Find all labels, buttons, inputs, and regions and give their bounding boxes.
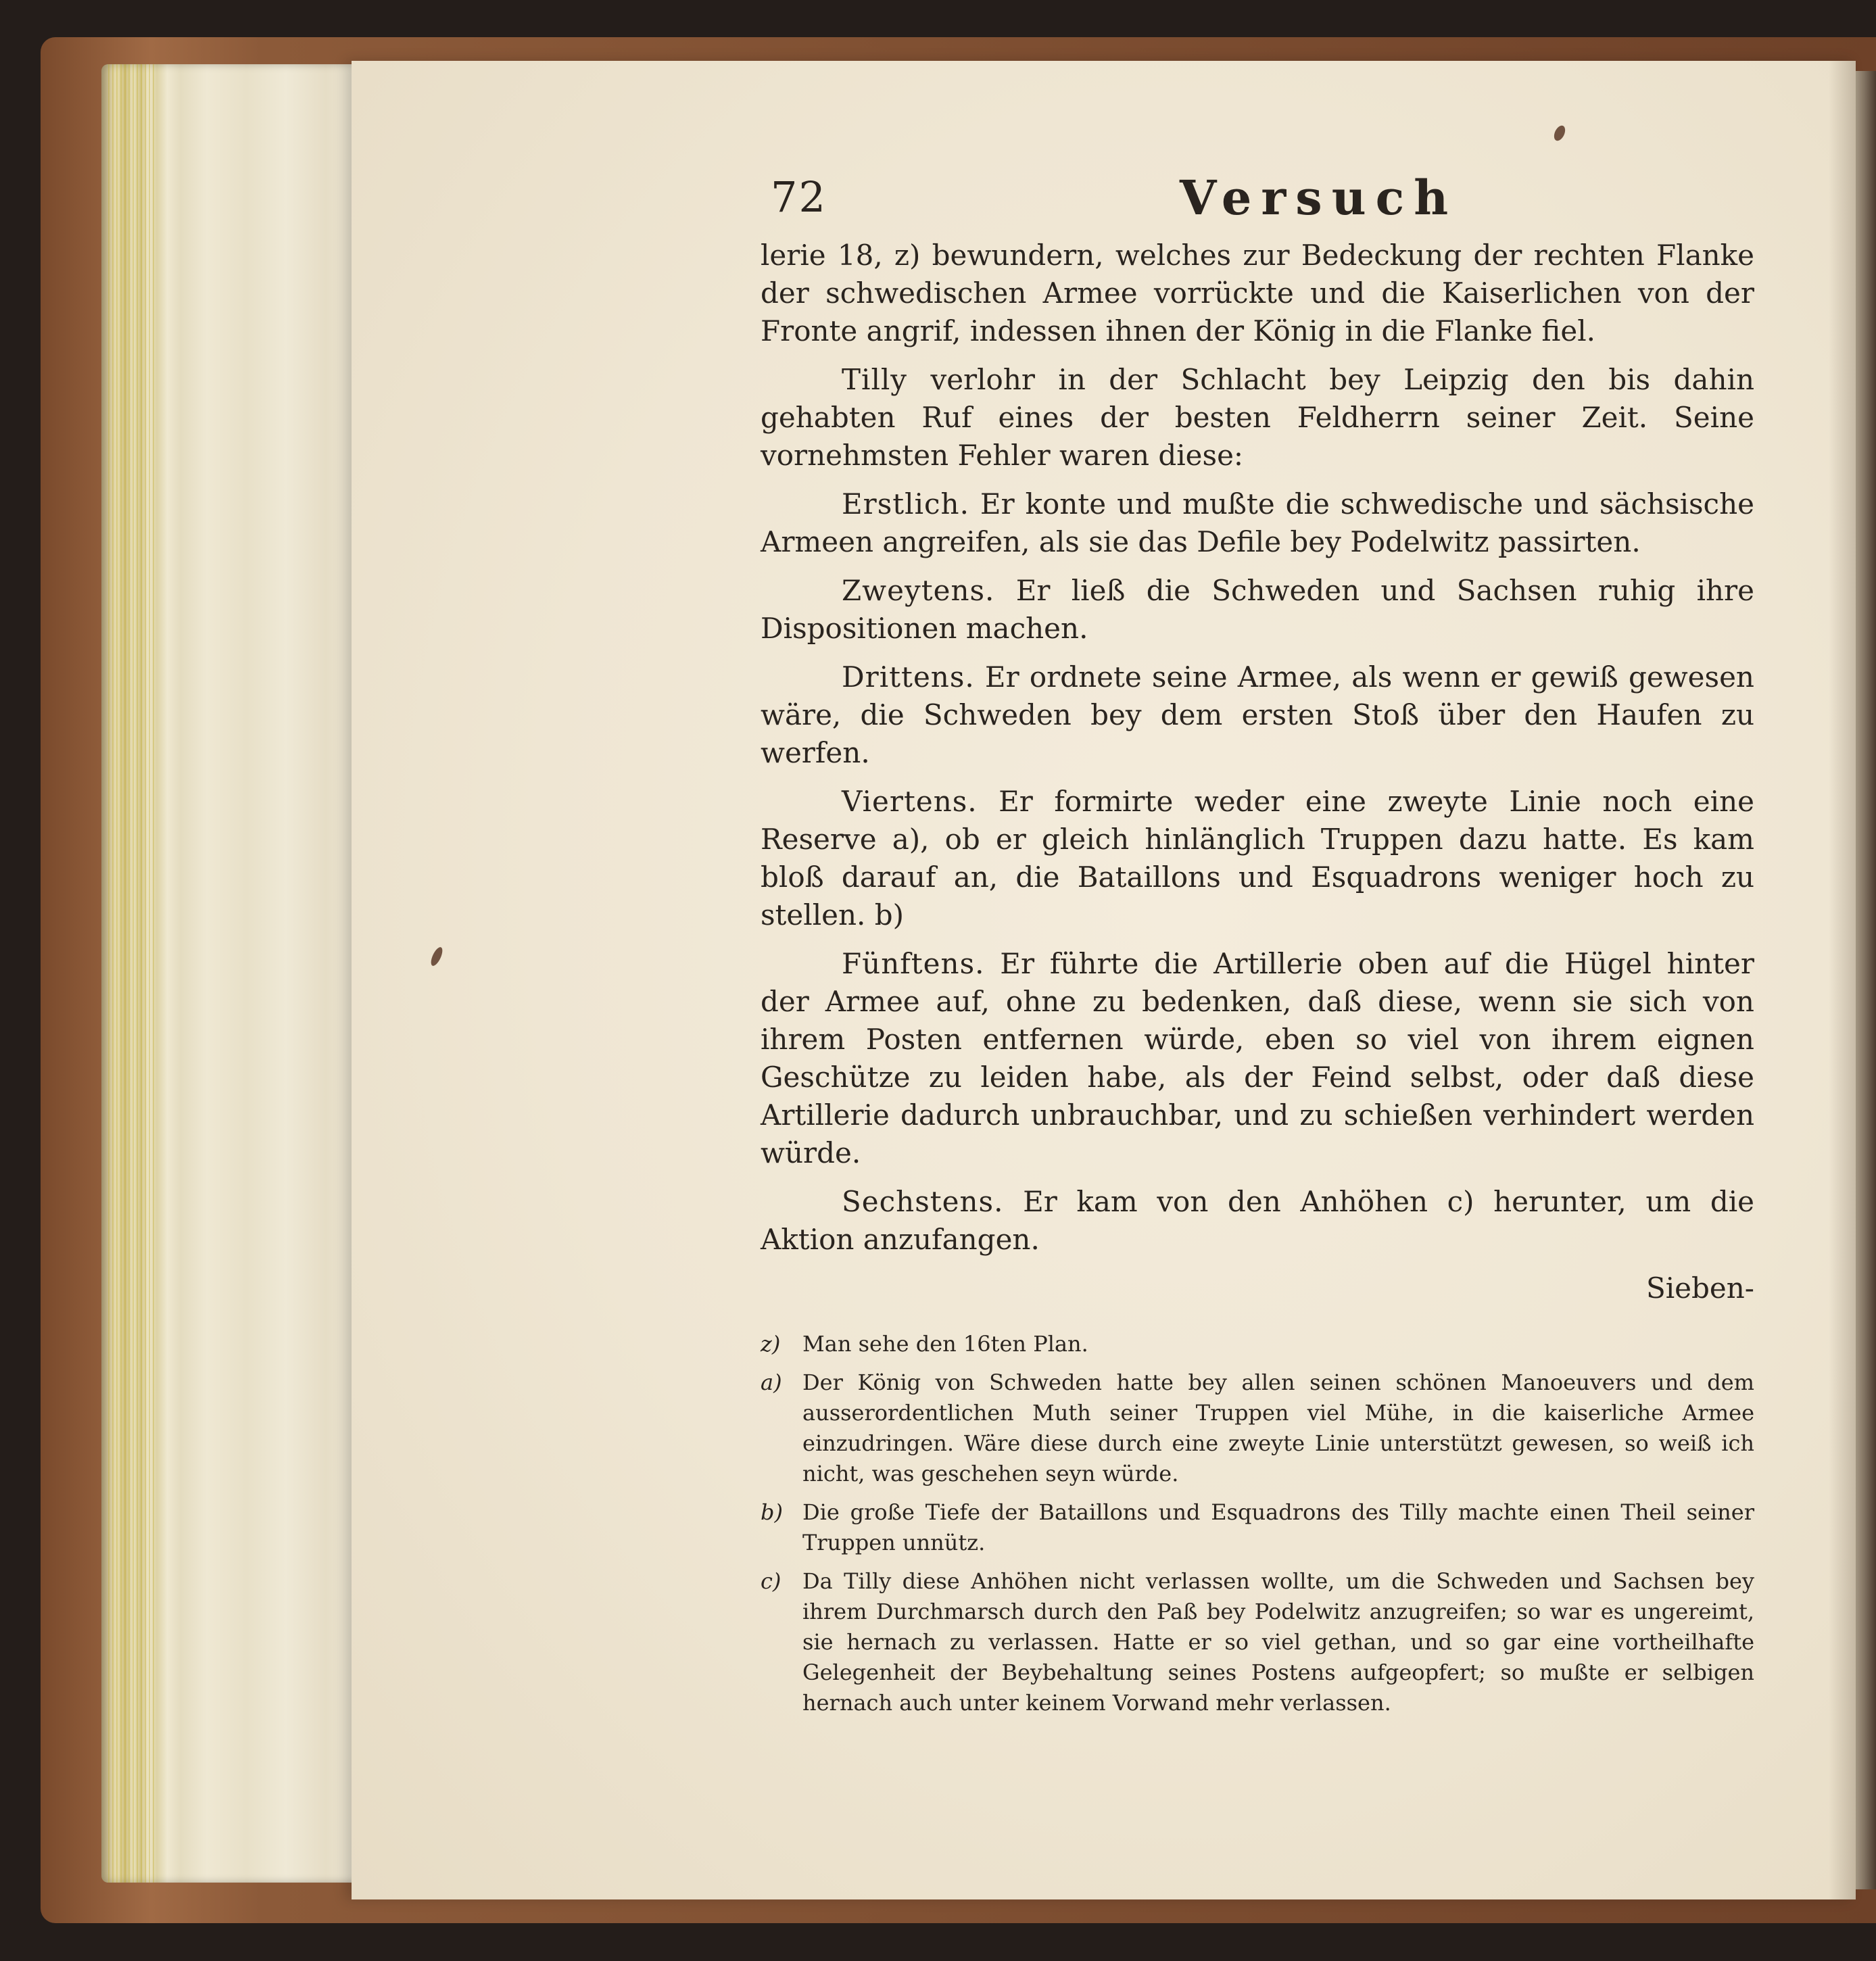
page-edges [101, 64, 365, 1883]
footnote-mark: b) [761, 1499, 783, 1525]
paragraph [761, 945, 1754, 1172]
paragraph-lead: Zweytens. [842, 574, 995, 607]
paragraph-text: Er kam von den Anhöhen c) herunter, um die Aktion anzufangen. [761, 1185, 1754, 1256]
footnote-text: Da Tilly diese Anhöhen nicht verlassen wollte, um die Schweden und Sachsen bey ihrem Durchmarsch durch den Paß bey Podelwitz anzugreifen; so war es ungereimt, sie hernach zu verlassen. Hatte er so viel gethan, und so gar eine vortheilhafte Gelegenheit der Beybehaltung seines Postens aufgeopfert; so mußte er selbigen hernach auch unter keinem Vorwand mehr verlassen. [802, 1568, 1754, 1716]
catchword: Sieben- [1645, 1272, 1754, 1305]
paragraph-lead: Tilly [842, 363, 908, 396]
footnote-mark: a) [761, 1370, 782, 1395]
page-header [761, 166, 1754, 237]
running-title: Versuch [1180, 170, 1458, 226]
paragraph-text: lerie 18, z) bewundern, welches zur Bedeckung der rechten Flanke der schwedischen Armee vorrückte und die Kaiserlichen von der Fronte angrif, indessen ihnen der König in die Flanke fiel. [761, 239, 1754, 347]
footnote [761, 1566, 1754, 1718]
page-text-block [761, 166, 1754, 1726]
paragraph-lead: Erstlich. [842, 487, 969, 520]
footnotes [761, 1325, 1754, 1718]
paragraph [761, 658, 1754, 772]
paragraph-text: Er führte die Artillerie oben auf die Hügel hinter der Armee auf, ohne zu bedenken, daß diese, wenn sie sich von ihrem Posten entfernen würde, eben so viel von ihrem eignen Geschütze zu leiden habe, als der Feind selbst, oder daß diese Artillerie dadurch unbrauchbar, und zu schießen verhindert werden würde. [761, 947, 1754, 1169]
footnote [761, 1329, 1754, 1359]
paragraph-lead: Drittens. [842, 660, 975, 694]
paragraph [761, 361, 1754, 475]
paragraph [761, 1183, 1754, 1259]
page-number: 72 [771, 172, 827, 222]
footnote-mark: z) [761, 1331, 781, 1357]
footnote-text: Man sehe den 16ten Plan. [802, 1331, 1088, 1357]
paragraph [761, 572, 1754, 648]
paragraph-text: Er ordnete seine Armee, als wenn er gewiß gewesen wäre, die Schweden bey dem ersten Stoß über den Haufen zu werfen. [761, 660, 1754, 769]
footnote-mark: c) [761, 1568, 781, 1594]
paragraph-lead: Fünftens. [842, 947, 985, 980]
paragraph [761, 237, 1754, 350]
paragraph [761, 783, 1754, 934]
paragraph-lead: Sechstens. [842, 1185, 1004, 1218]
paragraph [761, 485, 1754, 561]
paragraph-text: Er konte und mußte die schwedische und sächsische Armeen angreifen, als sie das Defile bey Podelwitz passirten. [761, 487, 1754, 558]
footnote-text: Der König von Schweden hatte bey allen seinen schönen Manoeuvers und dem ausserordentlichen Muth seiner Truppen viel Mühe, in die kaiserliche Armee einzudringen. Wäre diese durch eine zweyte Linie unterstützt gewesen, so weiß ich nicht, was geschehen seyn würde. [802, 1370, 1754, 1486]
footnote-text: Die große Tiefe der Bataillons und Esquadrons des Tilly machte einen Theil seiner Truppen unnütz. [802, 1499, 1754, 1555]
footnote [761, 1497, 1754, 1558]
page-gutter [1829, 61, 1856, 1899]
paragraph-text: Er ließ die Schweden und Sachsen ruhig ihre Dispositionen machen. [761, 574, 1754, 645]
paragraph-text: Er formirte weder eine zweyte Linie noch eine Reserve a), ob er gleich hinlänglich Truppen dazu hatte. Es kam bloß darauf an, die Bataillons und Esquadrons weniger hoch zu stellen. b) [761, 785, 1754, 931]
footnote [761, 1367, 1754, 1489]
paragraph-text: verlohr in der Schlacht bey Leipzig den bis dahin gehabten Ruf eines der besten Feldherrn seiner Zeit. Seine vornehmsten Fehler waren diese: [761, 363, 1754, 472]
paragraph-lead: Viertens. [842, 785, 978, 818]
